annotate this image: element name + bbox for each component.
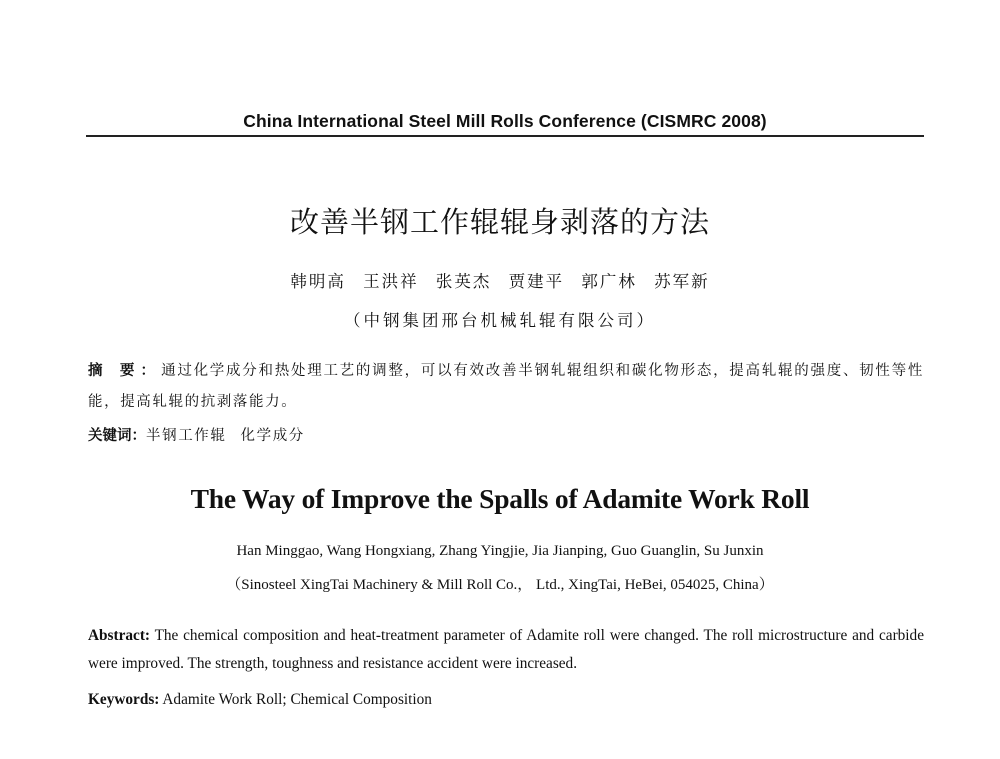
chinese-abstract-label: 摘 要： <box>88 363 162 379</box>
english-abstract-text: The chemical composition and heat-treatment parameter of Adamite roll were changed. The roll microstructure and carbide were improved. The strength, toughness and resistance accident were increased. <box>88 627 924 672</box>
chinese-affiliation: （中钢集团邢台机械轧辊有限公司） <box>344 311 656 330</box>
chinese-keyword-2: 化学成分 <box>240 428 305 444</box>
chinese-keywords-label: 关键词： <box>88 428 146 444</box>
chinese-title: 改善半钢工作辊辊身剥落的方法 <box>289 205 710 239</box>
english-keywords-text: Adamite Work Roll; Chemical Composition <box>162 691 432 708</box>
conference-header: China International Steel Mill Rolls Conference (CISMRC 2008) <box>243 111 767 131</box>
chinese-abstract <box>88 356 924 418</box>
chinese-abstract-text: 通过化学成分和热处理工艺的调整，可以有效改善半钢轧辊组织和碳化物形态，提高轧辊的强度、韧性等性能，提高轧辊的抗剥落能力。 <box>88 363 924 410</box>
english-affiliation: （Sinosteel XingTai Machinery & Mill Roll Co.， Ltd., XingTai, HeBei, 054025, China） <box>226 577 774 593</box>
chinese-keyword-1: 半钢工作辊 <box>146 428 227 444</box>
english-abstract-label: Abstract: <box>88 627 151 644</box>
chinese-authors: 韩明高 王洪祥 张英杰 贾建平 郭广林 苏军新 <box>290 272 710 291</box>
english-authors: Han Minggao, Wang Hongxiang, Zhang Yingjie, Jia Jianping, Guo Guanglin, Su Junxin <box>236 543 764 559</box>
english-keywords-label: Keywords: <box>88 691 160 708</box>
english-title: The Way of Improve the Spalls of Adamite Work Roll <box>190 483 810 514</box>
english-abstract <box>88 622 924 678</box>
chinese-keywords <box>88 424 924 445</box>
english-keywords <box>88 691 924 709</box>
header-rule <box>86 135 924 137</box>
